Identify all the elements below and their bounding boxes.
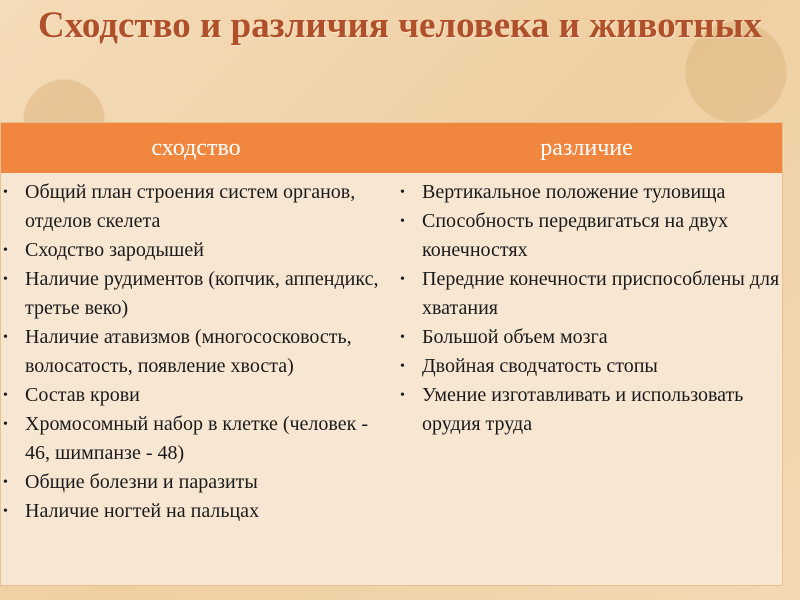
- list-item: • Наличие ногтей на пальцах: [3, 497, 391, 526]
- list-item: • Наличие атавизмов (многососковость, волосатость, появление хвоста): [3, 323, 391, 381]
- table-header-row: [1, 123, 782, 173]
- list-item: • Наличие рудиментов (копчик, аппендикс, третье веко): [3, 265, 391, 323]
- header-similarity: сходство: [151, 134, 241, 161]
- list-item: • Общие болезни и паразиты: [3, 468, 391, 497]
- differences-column: [391, 173, 782, 585]
- list-item: • Передние конечности приспособлены для хватания: [400, 265, 782, 323]
- list-item: • Двойная сводчатость стопы: [400, 352, 782, 381]
- list-item: • Состав крови: [3, 381, 391, 410]
- similarities-list: [3, 178, 391, 526]
- header-difference: различие: [540, 134, 633, 161]
- page-title: Сходство и различия человека и животных: [38, 5, 762, 46]
- list-item: • Большой объем мозга: [400, 323, 782, 352]
- list-item: • Способность передвигаться на двух конечностях: [400, 207, 782, 265]
- list-item: • Умение изготавливать и использовать орудия труда: [400, 381, 782, 439]
- list-item: • Хромосомный набор в клетке (человек - 46, шимпанзе - 48): [3, 410, 391, 468]
- table-body-row: [1, 173, 782, 585]
- similarities-column: [1, 173, 391, 585]
- differences-list: [400, 178, 782, 439]
- list-item: • Общий план строения систем органов, отделов скелета: [3, 178, 391, 236]
- comparison-table: [0, 122, 783, 586]
- list-item: • Сходство зародышей: [3, 236, 391, 265]
- list-item: • Вертикальное положение туловища: [400, 178, 782, 207]
